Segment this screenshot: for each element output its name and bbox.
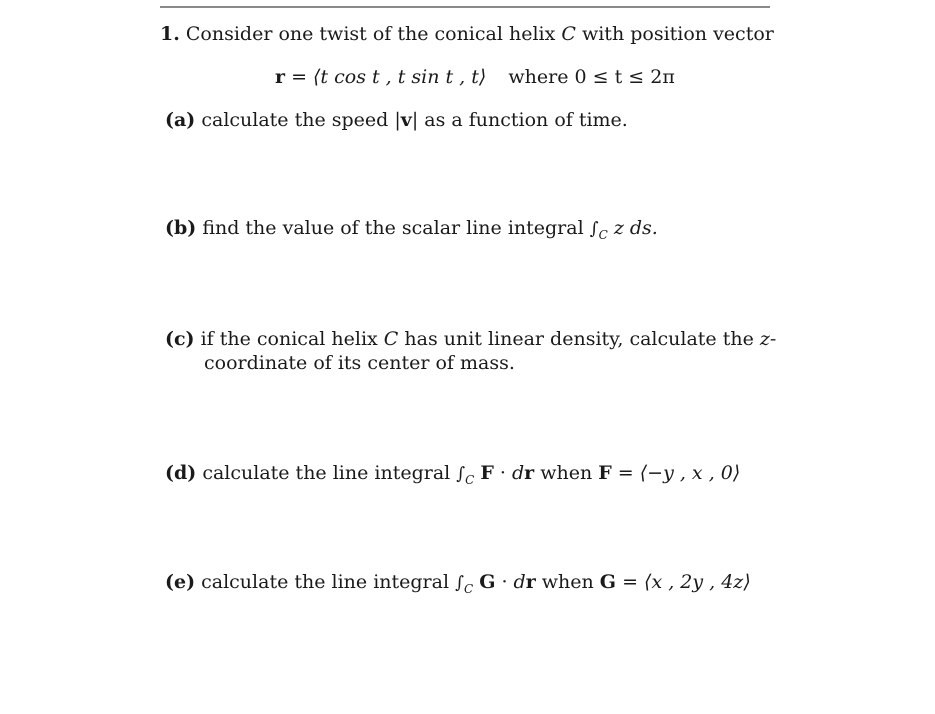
- vector-r: r: [524, 462, 535, 484]
- part-c: [165, 327, 776, 351]
- when-text: when: [534, 462, 599, 484]
- equation-range: where 0 ≤ t ≤ 2π: [508, 66, 675, 88]
- integral-sign: ∫: [456, 464, 466, 484]
- part-a-text-2: | as a function of time.: [411, 109, 628, 131]
- part-d-text: calculate the line integral: [202, 462, 451, 484]
- integral-subscript: C: [598, 228, 608, 242]
- part-a-label: (a): [165, 109, 196, 131]
- field-f-value: = ⟨−y , x , 0⟩: [611, 462, 741, 484]
- part-e-text: calculate the line integral: [201, 571, 450, 593]
- problem-intro-text: Consider one twist of the conical helix: [185, 23, 556, 45]
- field-f: F: [480, 462, 494, 484]
- part-b-text: find the value of the scalar line integral: [202, 217, 584, 239]
- vector-r: r: [275, 66, 286, 88]
- part-a-text-1: calculate the speed |: [201, 109, 401, 131]
- d-symbol: d: [512, 462, 525, 484]
- part-b: [165, 216, 658, 242]
- integral-sign: ∫: [455, 573, 464, 593]
- part-b-integrand: z ds.: [613, 217, 658, 239]
- position-vector-equation: [275, 65, 675, 89]
- part-b-label: (b): [165, 217, 197, 239]
- part-c-text-2: has unit linear density, calculate the: [404, 328, 754, 350]
- integral-sign: ∫: [589, 219, 599, 239]
- dot-operator: ·: [493, 462, 512, 484]
- curve-symbol: C: [561, 23, 576, 45]
- when-text: when: [535, 571, 600, 593]
- dot-operator: ·: [495, 571, 514, 593]
- field-g: G: [599, 571, 617, 593]
- problem-number: 1.: [160, 23, 180, 45]
- integral-subscript: C: [463, 582, 474, 596]
- field-g-value: = ⟨x , 2y , 4z⟩: [616, 571, 751, 593]
- part-c-line2-text: coordinate of its center of mass.: [204, 352, 515, 374]
- part-c-label: (c): [165, 328, 195, 350]
- part-a: [165, 108, 628, 132]
- part-c-text-1: if the conical helix: [200, 328, 378, 350]
- part-c-z: z-: [759, 328, 777, 350]
- part-c-line-2: [204, 351, 515, 375]
- problem-intro: [160, 22, 774, 46]
- part-a-v: v: [400, 109, 412, 131]
- part-d: [165, 461, 740, 487]
- equation-rhs: = ⟨t cos t , t sin t , t⟩: [291, 66, 487, 88]
- problem-intro-end: with position vector: [581, 23, 774, 45]
- part-c-curve: C: [383, 328, 399, 350]
- integral-subscript: C: [465, 473, 475, 487]
- vector-r: r: [525, 571, 536, 593]
- field-g: G: [479, 571, 496, 593]
- part-e-label: (e): [165, 571, 196, 593]
- part-d-label: (d): [165, 462, 197, 484]
- field-f: F: [598, 462, 612, 484]
- d-symbol: d: [513, 571, 526, 593]
- part-e: [165, 570, 751, 596]
- top-rule: [160, 6, 770, 8]
